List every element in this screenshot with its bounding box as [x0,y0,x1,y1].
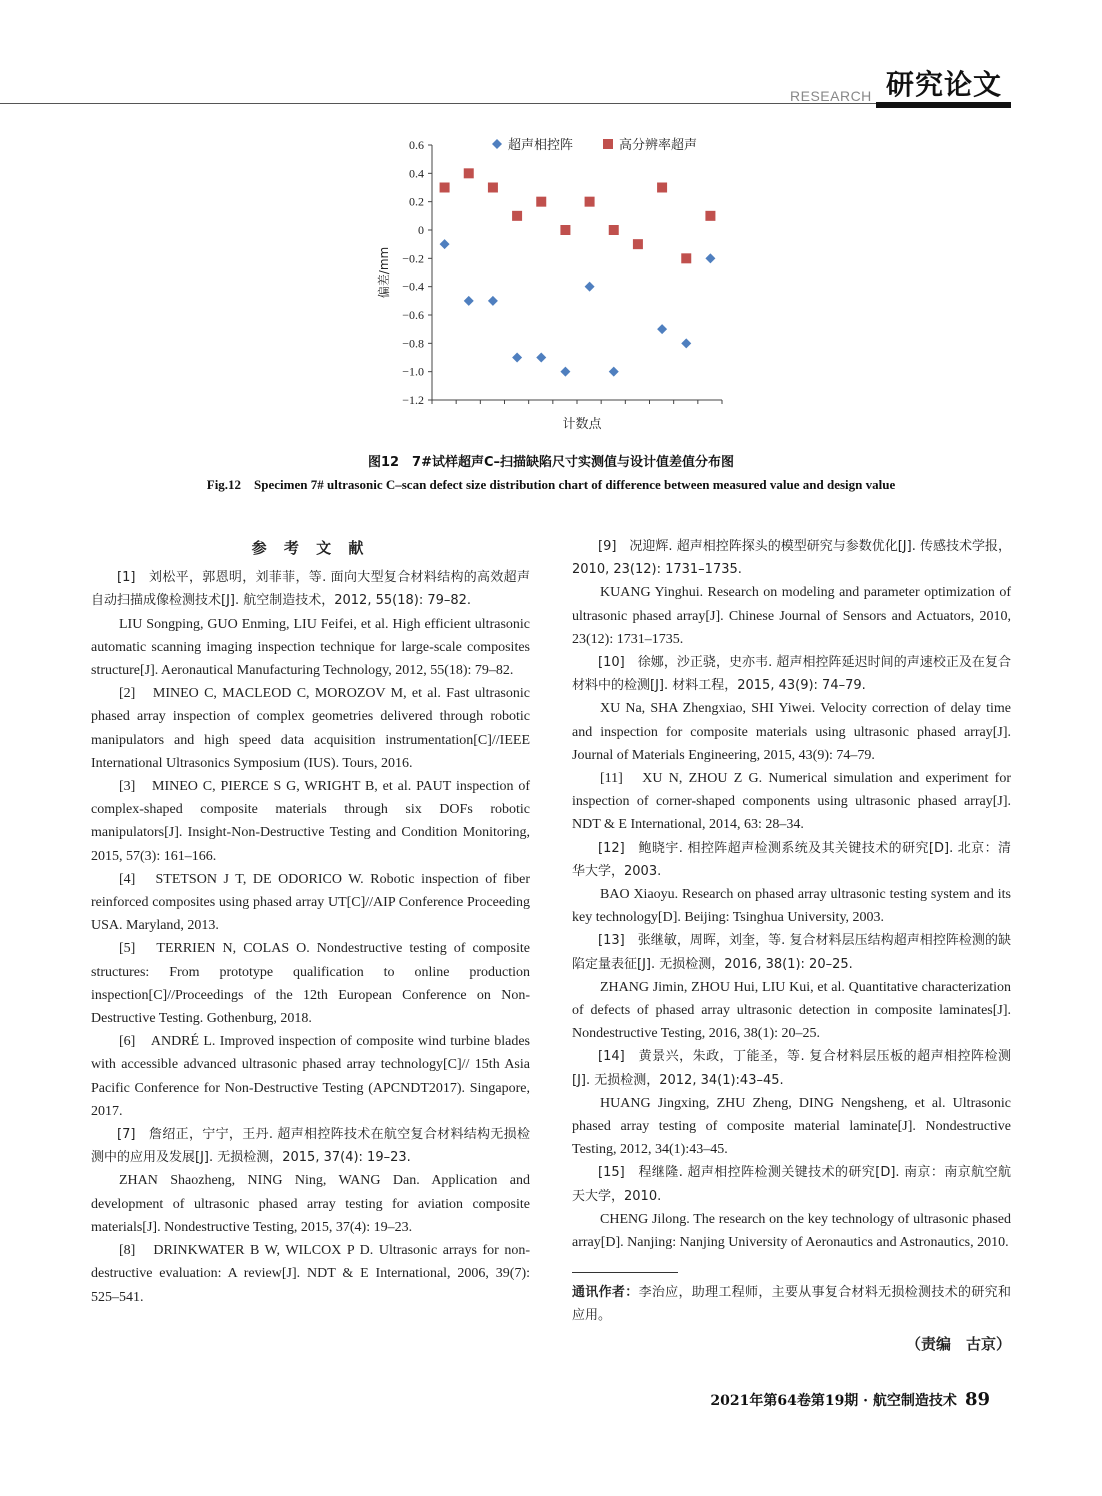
references-title: 参 考 文 献 [251,539,370,557]
y-tick-label: 0.6 [409,138,424,152]
references-left-column [91,535,530,1309]
references-right-column [572,535,1011,1357]
legend-label: 高分辨率超声 [619,138,698,153]
data-point-high-resolution [609,225,619,235]
reference-item [572,929,1011,1045]
data-point-high-resolution [440,183,450,193]
page-footer [710,1389,990,1410]
data-point-phased-array [464,296,474,306]
data-point-phased-array [705,253,715,263]
reference-item [91,868,530,938]
reference-text-en: ZHANG Jimin, ZHOU Hui, LIU Kui, et al. Quantitative characterization of defects of phased array ultrasonic detection in composite laminates[J]. Nondestructive Testing, 2016, 38(1): 20–25. [572,979,1011,1042]
y-tick-label: −1.0 [402,364,424,379]
reference-item [91,937,530,1030]
data-point-high-resolution [512,211,522,221]
data-point-high-resolution [657,183,667,193]
y-tick-label: 0.4 [409,166,424,181]
y-tick-label: −0.4 [402,279,424,294]
data-point-high-resolution [464,168,474,178]
reference-text-cn: [1] 刘松平，郭恩明，刘菲菲，等. 面向大型复合材料结构的高效超声自动扫描成像检测技术[J]. 航空制造技术，2012, 55(18): 79–82. [91,570,530,609]
data-point-phased-array [536,353,546,363]
y-tick-label: −1.2 [402,393,424,407]
scatter-chart [360,130,740,440]
section-label-en: RESEARCH [790,88,872,104]
reference-text-en: BAO Xiaoyu. Research on phased array ultrasonic testing system and its key technology[D]. Beijing: Tsinghua University, 2003. [572,887,1011,926]
data-point-high-resolution [536,197,546,207]
data-point-phased-array [609,367,619,377]
data-point-phased-array [440,239,450,249]
reference-item [91,1239,530,1309]
data-point-phased-array [585,282,595,292]
reference-item [572,767,1011,837]
figure-caption-cn: 图12 7#试样超声C–扫描缺陷尺寸实测值与设计值差值分布图 [367,455,735,470]
data-point-high-resolution [681,253,691,263]
reference-text-en: [3] MINEO C, PIERCE S G, WRIGHT B, et al. PAUT inspection of complex-shaped composite materials through six DOFs robotic manipulators[J]. Insight-Non-Destructive Testing and Condition Monitoring, 2015, 57(3): 161–166. [91,779,530,864]
reference-text-cn: [9] 况迎辉. 超声相控阵探头的模型研究与参数优化[J]. 传感技术学报，2010, 23(12): 1731–1735. [572,539,1011,578]
reference-text-cn: [10] 徐娜，沙正骁，史亦韦. 超声相控阵延迟时间的声速校正及在复合材料中的检测[J]. 材料工程，2015, 43(9): 74–79. [572,655,1011,694]
y-tick-label: 0.2 [409,194,424,209]
reference-item [91,1123,530,1239]
reference-text-en: [4] STETSON J T, DE ODORICO W. Robotic inspection of fiber reinforced composites using phased array UT[C]//AIP Conference Proceeding USA. Maryland, 2013. [91,871,530,934]
reference-text-en: LIU Songping, GUO Enming, LIU Feifei, et al. High efficient ultrasonic automatic scanning imaging inspection technique for large-scale composites structure[J]. Aeronautical Manufacturing Technology, 2012, 55(18): 79–82. [91,616,530,679]
reference-text-en: HUANG Jingxing, ZHU Zheng, DING Nengsheng, et al. Ultrasonic phased array testing of composite material laminate[J]. Nondestructive Testing, 2012, 34(1):43–45. [572,1095,1011,1158]
reference-item [572,651,1011,767]
reference-list-right [572,535,1011,1254]
figure-caption-en: Fig.12 Specimen 7# ultrasonic C–scan defect size distribution chart of difference between measured value and design value [206,477,896,492]
reference-item [91,775,530,868]
reference-item [572,837,1011,930]
reference-item [572,535,1011,651]
reference-text-en: [8] DRINKWATER B W, WILCOX P D. Ultrasonic arrays for non-destructive evaluation: A review[J]. NDT & E International, 2006, 39(7): 525–541. [91,1243,530,1305]
reference-text-cn: [7] 詹绍正，宁宁，王丹. 超声相控阵技术在航空复合材料结构无损检测中的应用及发展[J]. 无损检测，2015, 37(4): 19–23. [91,1127,530,1166]
reference-text-en: [6] ANDRÉ L. Improved inspection of composite wind turbine blades with accessible advanced ultrasonic phased array technology[C]// 15th Asia Pacific Conference for Non-Destructive Testing (APCNDT2017). Singapore, 2017. [91,1034,530,1119]
reference-text-cn: [13] 张继敏，周晖，刘奎，等. 复合材料层压结构超声相控阵检测的缺陷定量表征[J]. 无损检测，2016, 38(1): 20–25. [572,933,1011,972]
author-note-label: 通讯作者： [572,1285,639,1301]
reference-text-en: ZHAN Shaozheng, NING Ning, WANG Dan. Application and development of ultrasonic phased array testing for aviation composite materials[J]. Nondestructive Testing, 2015, 37(4): 19–23. [91,1173,530,1235]
reference-item [91,1030,530,1123]
page-number: 89 [964,1389,990,1410]
reference-text-cn: [15] 程继隆. 超声相控阵检测关键技术的研究[D]. 南京：南京航空航天大学，2010. [572,1165,1011,1204]
reference-item [572,1045,1011,1161]
y-tick-label: −0.8 [402,336,424,351]
footnote-divider [572,1272,678,1273]
legend-marker-square [603,139,613,149]
reference-text-cn: [12] 鲍晓宇. 相控阵超声检测系统及其关键技术的研究[D]. 北京：清华大学，2003. [572,840,1011,879]
reference-text-cn: [14] 黄景兴，朱政，丁能圣，等. 复合材料层压板的超声相控阵检测 [J]. 无损检测，2012, 34(1):43–45. [572,1049,1011,1088]
reference-item [91,566,530,682]
data-point-phased-array [512,353,522,363]
y-tick-label: −0.2 [402,251,424,266]
reference-text-en: KUANG Yinghui. Research on modeling and parameter optimization of ultrasonic phased array[J]. Chinese Journal of Sensors and Actuators, 2010, 23(12): 1731–1735. [572,585,1011,647]
reference-text-en: [11] XU N, ZHOU Z G. Numerical simulation and experiment for inspection of corner-shaped components using ultrasonic phased array[J]. NDT & E International, 2014, 63: 28–34. [572,771,1011,833]
data-point-high-resolution [585,197,595,207]
data-point-high-resolution [488,183,498,193]
reference-list-left [91,566,530,1309]
header-rule [0,103,876,104]
reference-text-en: XU Na, SHA Zhengxiao, SHI Yiwei. Velocity correction of delay time and inspection for composite materials using ultrasonic phased array[J]. Journal of Materials Engineering, 2015, 43(9): 74–79. [572,701,1011,763]
y-tick-label: −0.6 [402,308,424,322]
data-point-phased-array [681,338,691,348]
author-note-text: 李治应，助理工程师，主要从事复合材料无损检测技术的研究和应用。 [572,1285,1011,1324]
legend-marker-diamond [492,139,502,149]
x-axis-label: 计数点 [562,417,602,432]
y-tick-label: 0 [418,223,424,237]
reference-item [91,682,530,775]
author-note [572,1281,1011,1327]
journal-issue: 2021年第64卷第19期 · 航空制造技术 [710,1393,957,1409]
editor-note: （责编 古京） [905,1335,1011,1354]
reference-text-en: CHENG Jilong. The research on the key technology of ultrasonic phased array[D]. Nanjing: Nanjing University of Aeronautics and Astronautics, 2010. [572,1211,1011,1251]
section-label-cn: 研究论文 [886,68,1003,101]
data-point-phased-array [560,367,570,377]
data-point-high-resolution [633,239,643,249]
data-point-high-resolution [560,225,570,235]
legend-label: 超声相控阵 [508,138,574,153]
reference-text-en: [5] TERRIEN N, COLAS O. Nondestructive testing of composite structures: From prototype qualification to online production inspection[C]//Proceedings of the 12th European Conference on Non-Destructive Testing. Gothenburg, 2018. [91,941,530,1027]
y-axis-label: 偏差/mm [377,246,391,299]
data-point-phased-array [488,296,498,306]
data-point-high-resolution [705,211,715,221]
reference-text-en: [2] MINEO C, MACLEOD C, MOROZOV M, et al. Fast ultrasonic phased array inspection of complex geometries delivered through robotic manipulators and high speed data acquisition instrumentation[C]//IEEE International Ultrasonics Symposium (IUS). Tours, 2016. [91,686,530,771]
data-point-phased-array [657,324,667,334]
reference-item [572,1161,1011,1254]
